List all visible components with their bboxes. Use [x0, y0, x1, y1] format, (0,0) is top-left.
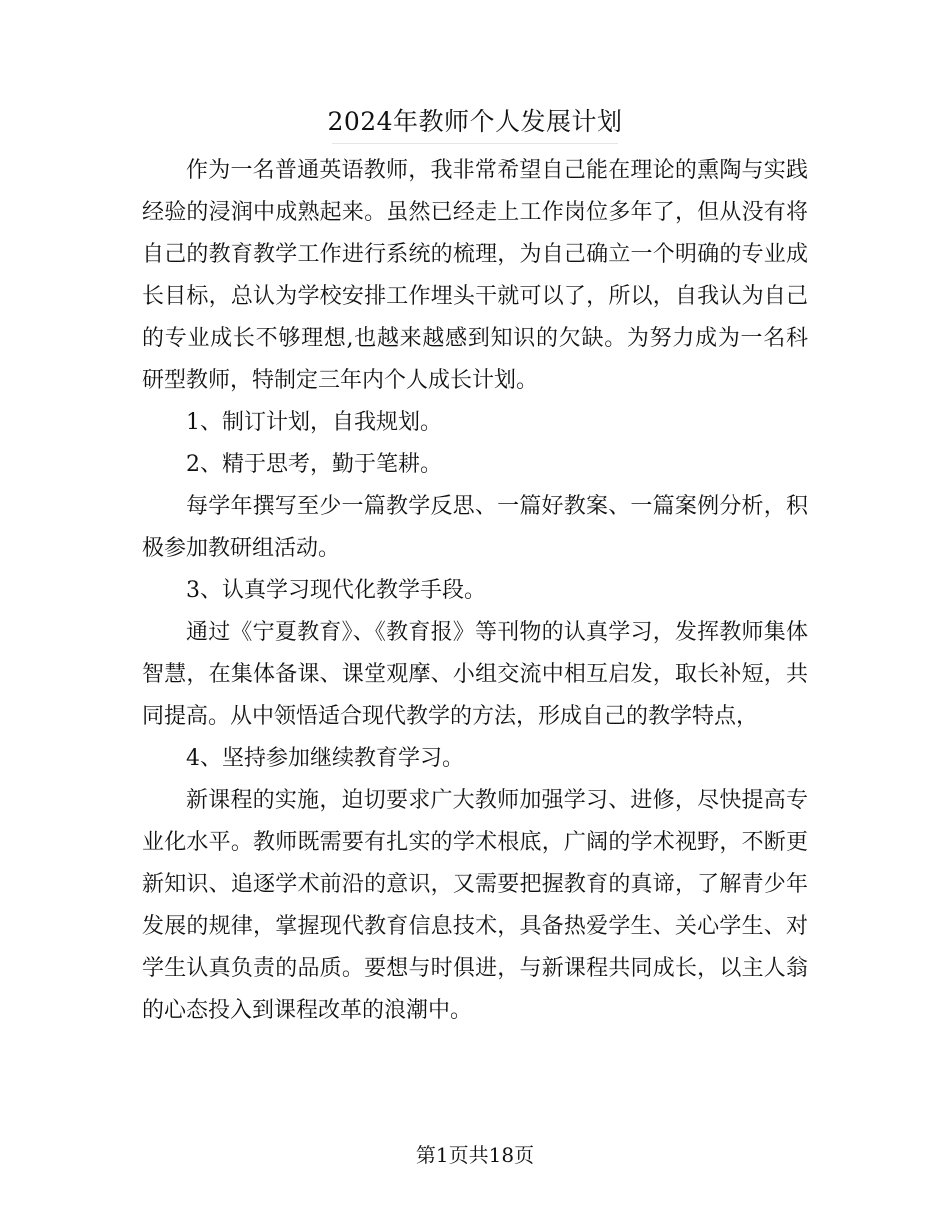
- title-underline: [332, 143, 618, 144]
- paragraph-item-1: 1、制订计划，自我规划。: [186, 410, 442, 435]
- paragraph-item-4-detail: 新课程的实施，迫切要求广大教师加强学习、进修，尽快提高专业化水平。教师既需要有扎实的学术根底，广阔的学术视野，不断更新知识、追逐学术前沿的意识，又需要把握教育的真谛，了解青少年发展的规律，掌握现代教育信息技术，具备热爱学生、关心学生、对学生认真负责的品质。要想与时俱进，与新课程共同成长，以主人翁的心态投入到课程改革的浪潮中。: [142, 788, 808, 1023]
- paragraph-item-4: 4、坚持参加继续教育学习。: [186, 746, 464, 771]
- page-number-footer: 第1页共18页: [415, 1143, 535, 1167]
- paragraph-intro: 作为一名普通英语教师，我非常希望自己能在理论的熏陶与实践经验的浸润中成熟起来。虽然已经走上工作岗位多年了，但从没有将自己的教育教学工作进行系统的梳理，为自己确立一个明确的专业成长目标，总认为学校安排工作埋头干就可以了，所以，自我认为自己的专业成长不够理想,也越来越感到知识的欠缺。为努力成为一名科研型教师，特制定三年内个人成长计划。: [142, 158, 808, 393]
- paragraph-item-2: 2、精于思考，勤于笔耕。: [186, 452, 442, 477]
- paragraph-item-3-detail: 通过《宁夏教育》、《教育报》等刊物的认真学习，发挥教师集体智慧，在集体备课、课堂观摩、小组交流中相互启发，取长补短，共同提高。从中领悟适合现代教学的方法，形成自己的教学特点，: [142, 620, 808, 729]
- document-title: 2024年教师个人发展计划: [327, 107, 623, 136]
- document-body: [142, 150, 808, 1032]
- paragraph-item-3: 3、认真学习现代化教学手段。: [186, 578, 486, 603]
- paragraph-item-2-detail: 每学年撰写至少一篇教学反思、一篇好教案、一篇案例分析，积极参加教研组活动。: [142, 494, 808, 561]
